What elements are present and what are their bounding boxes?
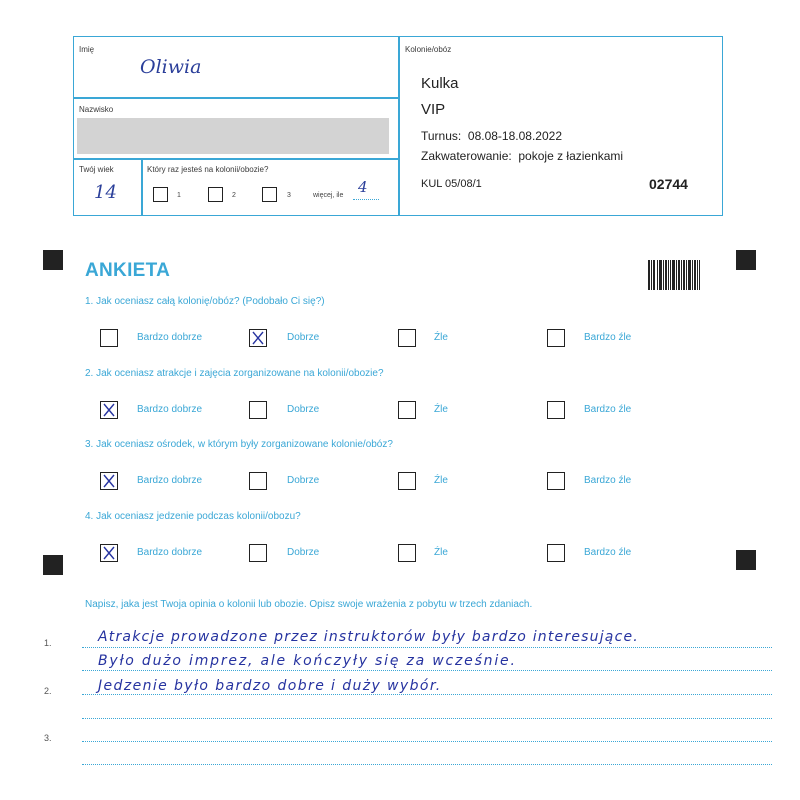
name-label: Imię: [79, 45, 95, 54]
question-2-option-label-4: Bardzo źle: [584, 404, 632, 415]
writing-line-1: [82, 647, 772, 648]
question-3-option-label-2: Dobrze: [287, 475, 320, 486]
question-4-option-label-3: Źle: [434, 547, 448, 558]
surname-divider: [73, 158, 399, 160]
question-1-checkbox-4[interactable]: [547, 329, 565, 347]
question-3-checkbox-4[interactable]: [547, 472, 565, 490]
opinion-prompt: Napisz, jaka jest Twoja opinia o kolonii lub obozie. Opisz swoje wrażenia z pobytu w trzech zdaniach.: [85, 599, 533, 610]
question-1-option-label-4: Bardzo źle: [584, 332, 632, 343]
accommodation: Zakwaterowanie: pokoje z łazienkami: [421, 149, 624, 163]
camp-label: Kolonie/obóz: [405, 45, 452, 54]
barcode: [648, 260, 700, 290]
opinion-number-1: 1.: [44, 638, 52, 648]
question-3-option-label-3: Źle: [434, 475, 448, 486]
question-4-check-mark: [100, 544, 118, 562]
camp-code: KUL 05/08/1: [421, 178, 482, 190]
opinion-text-2[interactable]: Było dużo imprez, ale kończyły się za wcześnie.: [98, 653, 517, 669]
question-2-checkbox-3[interactable]: [398, 401, 416, 419]
name-value[interactable]: Oliwia: [140, 56, 202, 78]
camp-name: Kulka: [421, 75, 459, 92]
question-2-check-mark: [100, 401, 118, 419]
times-checkbox-2[interactable]: [208, 187, 223, 202]
question-4-option-label-4: Bardzo źle: [584, 547, 632, 558]
writing-line-2: [82, 670, 772, 671]
writing-line-6: [82, 764, 772, 765]
question-3-checkbox-3[interactable]: [398, 472, 416, 490]
question-3-option-label-1: Bardzo dobrze: [137, 475, 203, 486]
opinion-number-2: 2.: [44, 686, 52, 696]
writing-line-4: [82, 718, 772, 719]
opinion-text-1[interactable]: Atrakcje prowadzone przez instruktorów były bardzo interesujące.: [98, 629, 639, 645]
question-1-text: 1. Jak oceniasz całą kolonię/obóz? (Podobało Ci się?): [85, 296, 325, 307]
question-3-option-label-4: Bardzo źle: [584, 475, 632, 486]
opinion-text-3[interactable]: Jedzenie było bardzo dobre i duży wybór.: [98, 678, 442, 694]
age-label: Twój wiek: [79, 165, 114, 174]
times-checkbox-3[interactable]: [262, 187, 277, 202]
question-3-check-mark: [100, 472, 118, 490]
turnus: Turnus: 08.08-18.08.2022: [421, 129, 562, 143]
question-1-checkbox-3[interactable]: [398, 329, 416, 347]
question-1-option-label-2: Dobrze: [287, 332, 320, 343]
question-2-checkbox-2[interactable]: [249, 401, 267, 419]
times-option-2: 2: [232, 192, 236, 199]
age-value[interactable]: 14: [94, 182, 117, 203]
times-option-1: 1: [177, 192, 181, 199]
question-1-option-label-1: Bardzo dobrze: [137, 332, 203, 343]
question-4-checkbox-4[interactable]: [547, 544, 565, 562]
writing-line-3: [82, 694, 772, 695]
more-value[interactable]: 4: [358, 178, 368, 196]
times-checkbox-1[interactable]: [153, 187, 168, 202]
question-4-checkbox-2[interactable]: [249, 544, 267, 562]
registration-marker-mid-right: [736, 550, 756, 570]
question-2-text: 2. Jak oceniasz atrakcje i zajęcia zorganizowane na kolonii/obozie?: [85, 368, 384, 379]
question-4-option-label-2: Dobrze: [287, 547, 320, 558]
question-4-checkbox-3[interactable]: [398, 544, 416, 562]
surname-label: Nazwisko: [79, 105, 114, 114]
registration-marker-top-left: [43, 250, 63, 270]
form-number: 02744: [649, 176, 688, 192]
question-2-option-label-2: Dobrze: [287, 404, 320, 415]
name-divider: [73, 97, 399, 99]
more-label: więcej, ile: [313, 192, 344, 199]
question-2-option-label-1: Bardzo dobrze: [137, 404, 203, 415]
header-divider: [398, 36, 400, 216]
question-1-option-label-3: Źle: [434, 332, 448, 343]
more-dotted-line: [353, 199, 379, 200]
opinion-number-3: 3.: [44, 733, 52, 743]
registration-marker-top-right: [736, 250, 756, 270]
survey-title: ANKIETA: [85, 260, 171, 281]
times-label: Który raz jesteś na kolonii/obozie?: [147, 165, 269, 174]
question-1-checkbox-1[interactable]: [100, 329, 118, 347]
question-2-option-label-3: Źle: [434, 404, 448, 415]
registration-marker-mid-left: [43, 555, 63, 575]
writing-line-5: [82, 741, 772, 742]
question-4-option-label-1: Bardzo dobrze: [137, 547, 203, 558]
surname-redacted: [77, 118, 389, 154]
question-3-checkbox-2[interactable]: [249, 472, 267, 490]
age-divider: [141, 158, 143, 216]
question-1-check-mark: [249, 329, 267, 347]
question-4-text: 4. Jak oceniasz jedzenie podczas kolonii/obozu?: [85, 511, 301, 522]
question-2-checkbox-4[interactable]: [547, 401, 565, 419]
question-3-text: 3. Jak oceniasz ośrodek, w którym były zorganizowane kolonie/obóz?: [85, 439, 393, 450]
camp-type: VIP: [421, 101, 446, 118]
times-option-3: 3: [287, 192, 291, 199]
